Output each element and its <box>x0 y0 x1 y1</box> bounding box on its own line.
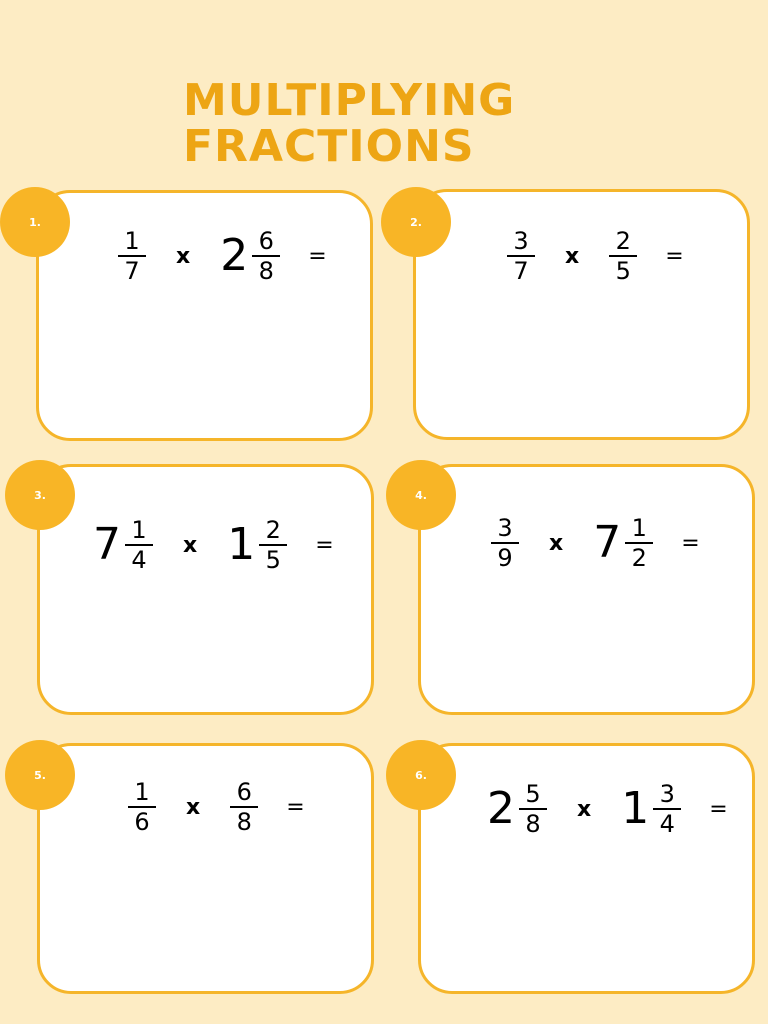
operand-b <box>609 227 637 285</box>
denominator: 8 <box>525 810 541 838</box>
multiply-operator: x <box>183 532 198 558</box>
fraction <box>259 516 287 574</box>
numerator: 6 <box>252 227 280 257</box>
problem-expression-6 <box>487 774 728 844</box>
numerator: 1 <box>118 227 146 257</box>
whole-number: 1 <box>621 783 650 834</box>
title-line-1: MULTIPLYING <box>183 75 516 126</box>
fraction <box>507 227 535 285</box>
operand-b <box>230 778 258 836</box>
denominator: 6 <box>134 808 150 836</box>
numerator: 2 <box>609 227 637 257</box>
numerator: 1 <box>128 778 156 808</box>
denominator: 8 <box>236 808 252 836</box>
denominator: 4 <box>131 546 147 574</box>
operand-a <box>487 780 547 838</box>
problem-number-badge-5: 5. <box>5 740 75 810</box>
equals-sign: = <box>315 532 334 558</box>
operand-a <box>128 778 156 836</box>
fraction <box>519 780 547 838</box>
equals-sign: = <box>709 796 728 822</box>
equals-sign: = <box>286 794 305 820</box>
fraction <box>625 514 653 572</box>
denominator: 5 <box>615 257 631 285</box>
problem-card-3[interactable] <box>37 464 374 715</box>
operand-a <box>491 514 519 572</box>
equals-sign: = <box>665 243 684 269</box>
problem-number-badge-6: 6. <box>386 740 456 810</box>
fraction <box>118 227 146 285</box>
denominator: 8 <box>258 257 274 285</box>
operand-a <box>93 516 153 574</box>
equals-sign: = <box>681 530 700 556</box>
numerator: 6 <box>230 778 258 808</box>
whole-number: 7 <box>93 519 121 570</box>
multiply-operator: x <box>186 794 201 820</box>
problem-number-badge-1: 1. <box>0 187 70 257</box>
problem-expression-5 <box>128 772 305 842</box>
fraction <box>230 778 258 836</box>
whole-number: 2 <box>487 783 515 834</box>
denominator: 9 <box>497 544 513 572</box>
whole-number: 7 <box>593 517 622 568</box>
fraction <box>252 227 280 285</box>
denominator: 4 <box>659 810 675 838</box>
denominator: 7 <box>513 257 529 285</box>
title-line-2: FRACTIONS <box>183 121 475 172</box>
multiply-operator: x <box>577 796 592 822</box>
operand-b <box>220 227 280 285</box>
whole-number: 1 <box>227 519 256 570</box>
fraction <box>653 780 681 838</box>
numerator: 1 <box>125 516 153 546</box>
operand-b <box>621 780 681 838</box>
numerator: 3 <box>653 780 681 810</box>
numerator: 5 <box>519 780 547 810</box>
multiply-operator: x <box>549 530 564 556</box>
operand-a <box>507 227 535 285</box>
operand-b <box>227 516 287 574</box>
numerator: 3 <box>491 514 519 544</box>
problem-expression-3 <box>93 510 334 580</box>
numerator: 3 <box>507 227 535 257</box>
fraction <box>491 514 519 572</box>
denominator: 7 <box>124 257 140 285</box>
problem-number-badge-2: 2. <box>381 187 451 257</box>
problem-number-badge-4: 4. <box>386 460 456 530</box>
worksheet-title <box>183 75 516 172</box>
equals-sign: = <box>308 243 327 269</box>
problem-card-4[interactable] <box>418 464 755 715</box>
operand-b <box>593 514 653 572</box>
fraction <box>125 516 153 574</box>
problem-expression-2 <box>507 221 684 291</box>
multiply-operator: x <box>565 243 580 269</box>
fraction <box>609 227 637 285</box>
problem-expression-4 <box>491 508 700 578</box>
denominator: 5 <box>265 546 281 574</box>
multiply-operator: x <box>176 243 191 269</box>
operand-a <box>118 227 146 285</box>
fraction <box>128 778 156 836</box>
problem-expression-1 <box>118 221 327 291</box>
whole-number: 2 <box>220 230 249 281</box>
denominator: 2 <box>631 544 647 572</box>
numerator: 2 <box>259 516 287 546</box>
numerator: 1 <box>625 514 653 544</box>
problem-number-badge-3: 3. <box>5 460 75 530</box>
